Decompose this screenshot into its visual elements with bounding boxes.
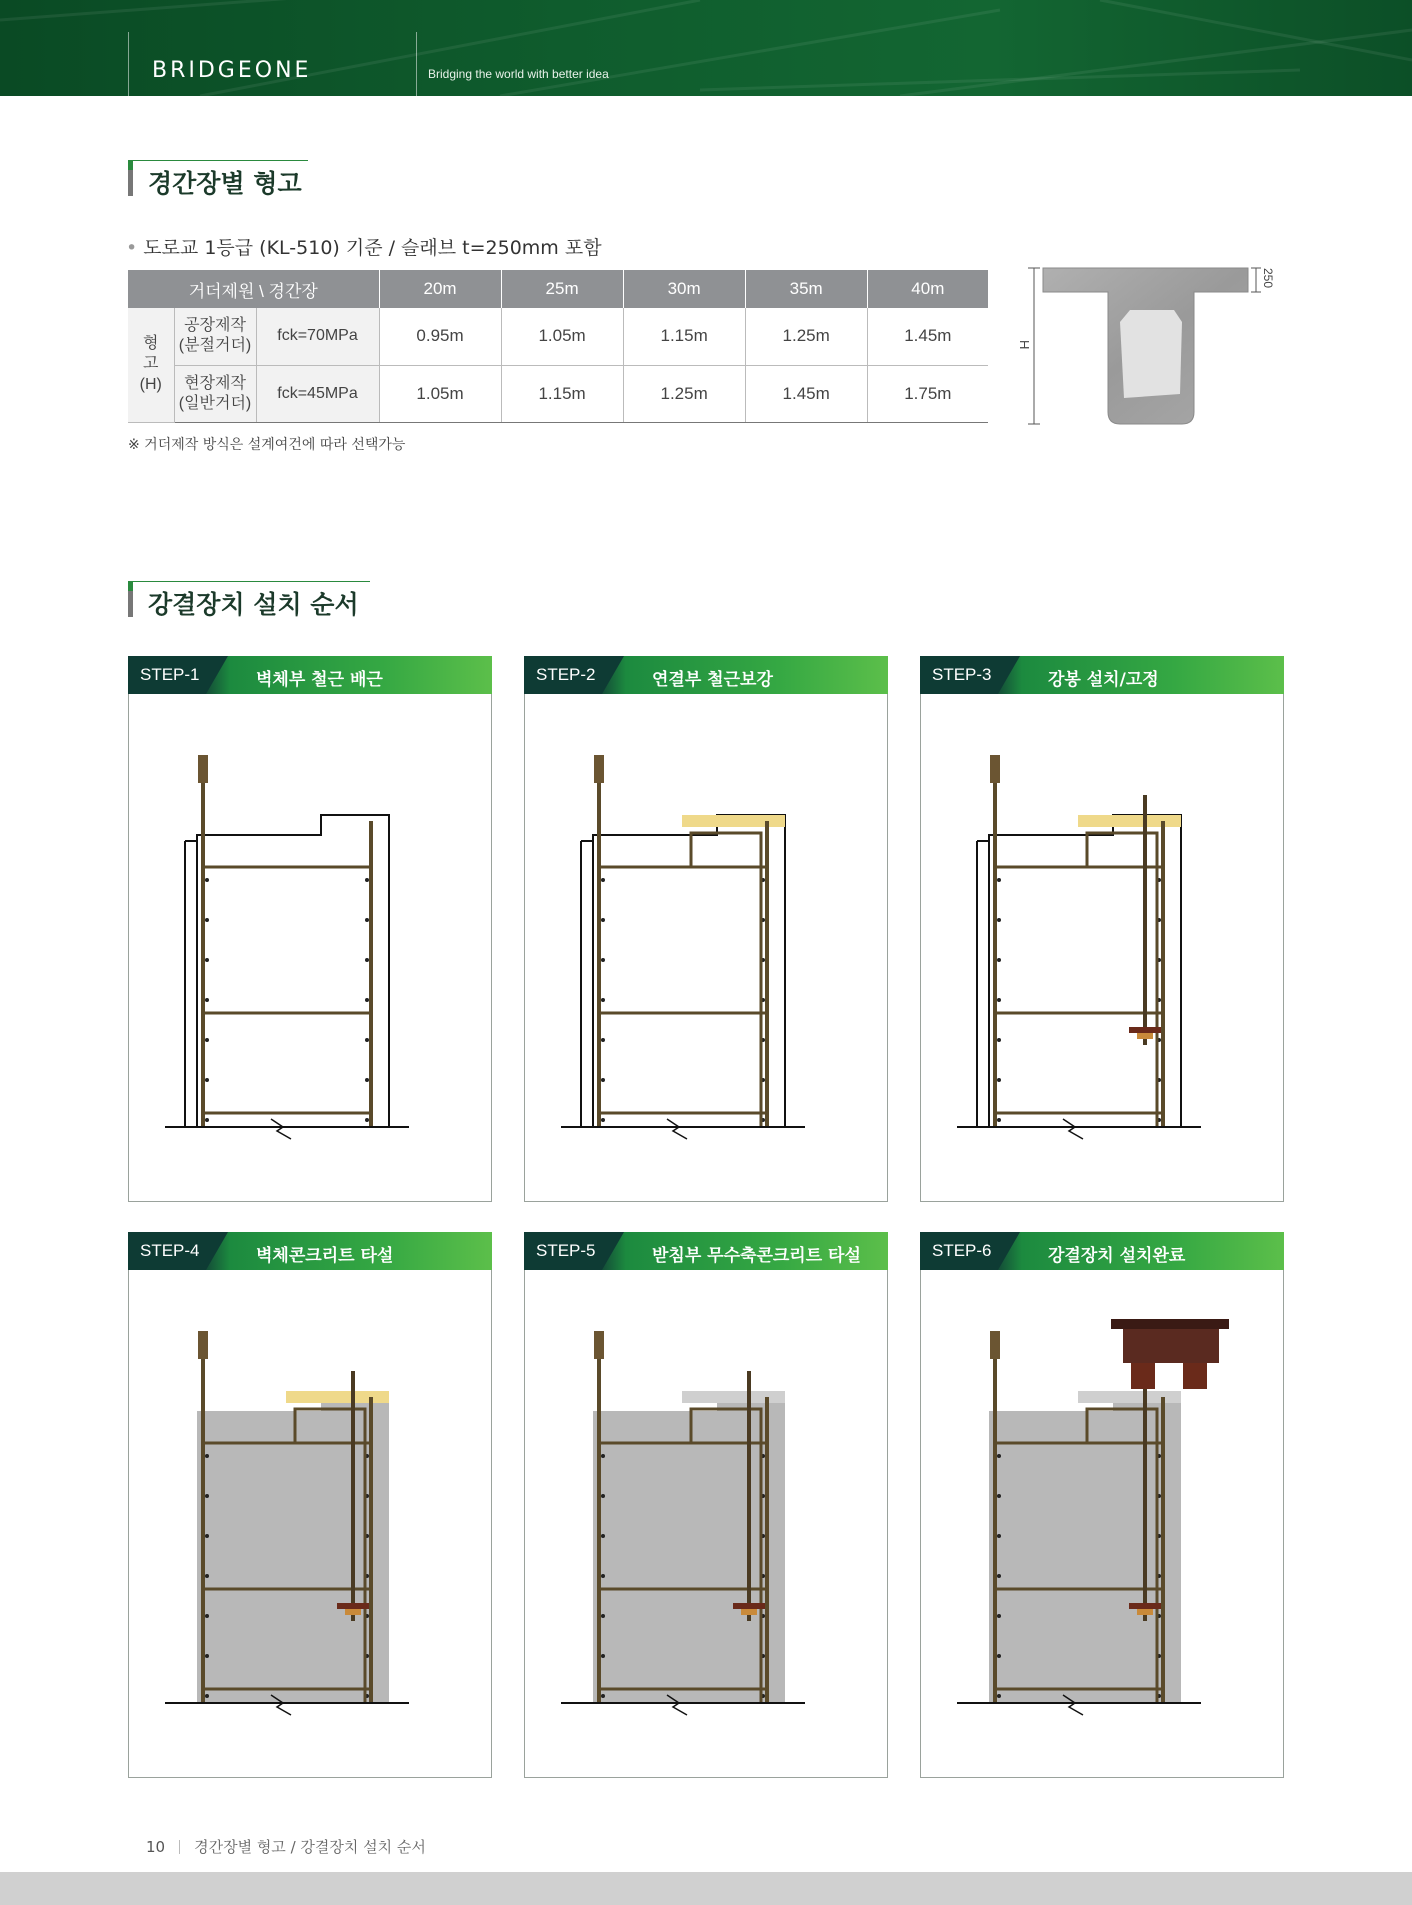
anchor-nut bbox=[1137, 1033, 1153, 1039]
heading-bar bbox=[128, 581, 133, 617]
heading-bar bbox=[128, 160, 133, 196]
table-footnote: ※ 거더제작 방식은 설계여건에 따라 선택가능 bbox=[128, 437, 406, 453]
rebar-dot bbox=[205, 1534, 209, 1538]
step-card bbox=[920, 1232, 1284, 1778]
break-mark bbox=[1063, 1119, 1083, 1139]
starter-bar-cap bbox=[594, 755, 604, 783]
heading-rule bbox=[133, 160, 308, 161]
grout-pocket bbox=[1078, 815, 1181, 827]
wall-concrete bbox=[989, 1391, 1181, 1703]
formwork-outline bbox=[197, 815, 389, 1127]
girder-type-line: 공장제작 bbox=[184, 317, 246, 335]
height-label: H bbox=[1017, 340, 1032, 350]
step-illustration bbox=[129, 1271, 491, 1777]
table-cell: 1.45m bbox=[745, 365, 867, 422]
step-number: STEP-1 bbox=[140, 665, 200, 684]
non-shrink-grout-layer bbox=[682, 1391, 785, 1403]
rebar-dot bbox=[365, 878, 369, 882]
table-header-span: 35m bbox=[745, 270, 867, 308]
rebar-dot bbox=[365, 998, 369, 1002]
rebar-dot bbox=[601, 1534, 605, 1538]
table-cell: 1.25m bbox=[745, 308, 867, 365]
page-number: 10 bbox=[146, 1838, 166, 1856]
rebar-dot bbox=[997, 1614, 1001, 1618]
criteria-bullet bbox=[126, 233, 602, 260]
step-card-header bbox=[920, 656, 1284, 694]
anchor-plate bbox=[1129, 1027, 1161, 1033]
step-number: STEP-2 bbox=[536, 665, 596, 684]
step-number: STEP-3 bbox=[932, 665, 992, 684]
step-label: 벽체부 철근 배근 bbox=[256, 670, 383, 690]
brand-logo: BRIDGEONE bbox=[152, 58, 312, 83]
girder-type-line: (분절거더) bbox=[178, 337, 252, 355]
girder-type-line: 현장제작 bbox=[184, 374, 246, 392]
rebar-dot bbox=[601, 878, 605, 882]
step-card-header bbox=[920, 1232, 1284, 1270]
rebar-dot bbox=[205, 1574, 209, 1578]
rebar-dot bbox=[601, 1614, 605, 1618]
table-header-span: 30m bbox=[623, 270, 745, 308]
table-cell: 1.05m bbox=[379, 365, 501, 422]
strength-cell: fck=70MPa bbox=[256, 308, 379, 365]
rebar-dot bbox=[997, 1494, 1001, 1498]
step-number: STEP-4 bbox=[140, 1241, 200, 1260]
header-divider-right bbox=[416, 32, 417, 96]
rebar-dot bbox=[205, 1614, 209, 1618]
girder-void bbox=[1120, 310, 1182, 398]
step-number: STEP-5 bbox=[536, 1241, 596, 1260]
table-cell: 0.95m bbox=[379, 308, 501, 365]
table-header-span: 40m bbox=[867, 270, 988, 308]
starter-bar-cap bbox=[198, 755, 208, 783]
criteria-text: 도로교 1등급 (KL-510) 기준 / 슬래브 t=250mm 포함 bbox=[143, 237, 602, 259]
rebar-dot bbox=[997, 918, 1001, 922]
anchor-nut bbox=[345, 1609, 361, 1615]
section-title: 강결장치 설치 순서 bbox=[148, 590, 359, 619]
starter-bar-cap bbox=[198, 1331, 208, 1359]
bearing-body bbox=[1123, 1329, 1219, 1363]
step-label: 벽체콘크리트 타설 bbox=[256, 1246, 394, 1266]
rebar-dot bbox=[205, 1454, 209, 1458]
rebar-dot bbox=[997, 1654, 1001, 1658]
bearing-leg bbox=[1131, 1363, 1155, 1389]
girder-type-line: (일반거더) bbox=[178, 394, 252, 412]
step-illustration bbox=[525, 1271, 887, 1777]
page-footer bbox=[146, 1836, 426, 1857]
break-mark bbox=[271, 1119, 291, 1139]
non-shrink-grout-layer bbox=[1078, 1391, 1181, 1403]
rebar-dot bbox=[601, 1694, 605, 1698]
rebar-dot bbox=[205, 1038, 209, 1042]
connection-rebar bbox=[691, 833, 761, 1127]
step-card-header bbox=[524, 1232, 888, 1270]
rebar-dot bbox=[601, 1574, 605, 1578]
slab-thickness-label: 250 bbox=[1261, 268, 1275, 289]
rebar-dot bbox=[205, 998, 209, 1002]
break-mark bbox=[667, 1119, 687, 1139]
rebar-dot bbox=[601, 1454, 605, 1458]
table-cell: 1.15m bbox=[623, 308, 745, 365]
girder-type-cell bbox=[174, 308, 256, 365]
rebar-dot bbox=[205, 1694, 209, 1698]
header-divider-left bbox=[128, 32, 129, 96]
anchor-plate bbox=[337, 1603, 369, 1609]
step-card bbox=[128, 656, 492, 1202]
rebar-dot bbox=[365, 1118, 369, 1122]
table-row bbox=[128, 308, 988, 365]
wall-concrete bbox=[593, 1391, 785, 1703]
girder-type-cell bbox=[174, 365, 256, 422]
anchor-nut bbox=[1137, 1609, 1153, 1615]
table-cell: 1.25m bbox=[623, 365, 745, 422]
bullet-dot: • bbox=[126, 237, 138, 259]
step-illustration bbox=[129, 695, 491, 1201]
rebar-dot bbox=[601, 1654, 605, 1658]
step-label: 연결부 철근보강 bbox=[652, 670, 773, 690]
rebar-dot bbox=[997, 998, 1001, 1002]
step-label: 강봉 설치/고정 bbox=[1048, 670, 1159, 690]
rebar-dot bbox=[997, 1574, 1001, 1578]
footer-caption: 경간장별 형고 / 강결장치 설치 순서 bbox=[194, 1838, 426, 1856]
formwork-outline bbox=[989, 815, 1181, 1127]
page-header bbox=[0, 0, 1412, 96]
anchor-plate bbox=[733, 1603, 765, 1609]
section-heading-span-height bbox=[128, 160, 308, 196]
step-label: 받침부 무수축콘크리트 타설 bbox=[652, 1246, 861, 1266]
heading-rule bbox=[133, 581, 370, 582]
rebar-dot bbox=[365, 1078, 369, 1082]
rebar-dot bbox=[205, 1118, 209, 1122]
footer-divider bbox=[179, 1840, 180, 1854]
grout-pocket bbox=[682, 815, 785, 827]
girder-section-figure bbox=[1016, 262, 1296, 432]
step-illustration bbox=[921, 1271, 1283, 1777]
footer-band bbox=[0, 1872, 1412, 1905]
rebar-dot bbox=[997, 1534, 1001, 1538]
step-number: STEP-6 bbox=[932, 1241, 992, 1260]
starter-bar-cap bbox=[594, 1331, 604, 1359]
step-card bbox=[524, 656, 888, 1202]
group-label-cell bbox=[128, 308, 174, 422]
step-card-header bbox=[128, 656, 492, 694]
group-char: 형 bbox=[143, 334, 159, 352]
rebar-dot bbox=[997, 1694, 1001, 1698]
rebar-dot bbox=[365, 958, 369, 962]
rebar-dot bbox=[205, 1654, 209, 1658]
rebar-dot bbox=[601, 998, 605, 1002]
bearing-top-plate bbox=[1111, 1319, 1229, 1329]
table-cell: 1.75m bbox=[867, 365, 988, 422]
span-height-table bbox=[128, 270, 988, 423]
rebar-dot bbox=[365, 918, 369, 922]
rebar-dot bbox=[205, 958, 209, 962]
starter-bar-cap bbox=[990, 755, 1000, 783]
anchor-nut bbox=[741, 1609, 757, 1615]
rebar-dot bbox=[997, 958, 1001, 962]
step-illustration bbox=[921, 695, 1283, 1201]
section-heading-install-order bbox=[128, 581, 368, 617]
starter-bar-cap bbox=[990, 1331, 1000, 1359]
formwork-outline bbox=[593, 815, 785, 1127]
rebar-dot bbox=[601, 1038, 605, 1042]
rebar-dot bbox=[601, 1118, 605, 1122]
group-char: (H) bbox=[139, 376, 162, 394]
rebar-dot bbox=[365, 1038, 369, 1042]
rebar-dot bbox=[601, 1078, 605, 1082]
rebar-dot bbox=[997, 1038, 1001, 1042]
step-label: 강결장치 설치완료 bbox=[1048, 1246, 1186, 1266]
rebar-dot bbox=[601, 918, 605, 922]
rebar-dot bbox=[997, 1078, 1001, 1082]
strength-cell: fck=45MPa bbox=[256, 365, 379, 422]
section-title: 경간장별 형고 bbox=[148, 169, 302, 198]
rebar-dot bbox=[997, 878, 1001, 882]
anchor-plate bbox=[1129, 1603, 1161, 1609]
step-illustration bbox=[525, 695, 887, 1201]
table-cell: 1.45m bbox=[867, 308, 988, 365]
rebar-dot bbox=[205, 1494, 209, 1498]
rebar-dot bbox=[601, 958, 605, 962]
table-cell: 1.05m bbox=[501, 308, 623, 365]
rebar-dot bbox=[205, 918, 209, 922]
rebar-dot bbox=[601, 1494, 605, 1498]
step-card-header bbox=[524, 656, 888, 694]
wall-concrete bbox=[197, 1391, 389, 1703]
rebar-dot bbox=[205, 878, 209, 882]
group-char: 고 bbox=[143, 355, 159, 373]
rebar-dot bbox=[997, 1118, 1001, 1122]
table-row bbox=[128, 365, 988, 422]
step-card bbox=[128, 1232, 492, 1778]
rebar-dot bbox=[997, 1454, 1001, 1458]
grout-pocket bbox=[286, 1391, 389, 1403]
brand-tagline: Bridging the world with better idea bbox=[428, 67, 609, 81]
table-header-corner: 거더제원 \ 경간장 bbox=[128, 270, 379, 308]
rebar-dot bbox=[205, 1078, 209, 1082]
bearing-leg bbox=[1183, 1363, 1207, 1389]
step-card bbox=[524, 1232, 888, 1778]
step-card-header bbox=[128, 1232, 492, 1270]
table-header-span: 25m bbox=[501, 270, 623, 308]
table-header-row bbox=[128, 270, 988, 308]
table-cell: 1.15m bbox=[501, 365, 623, 422]
table-header-span: 20m bbox=[379, 270, 501, 308]
step-card bbox=[920, 656, 1284, 1202]
